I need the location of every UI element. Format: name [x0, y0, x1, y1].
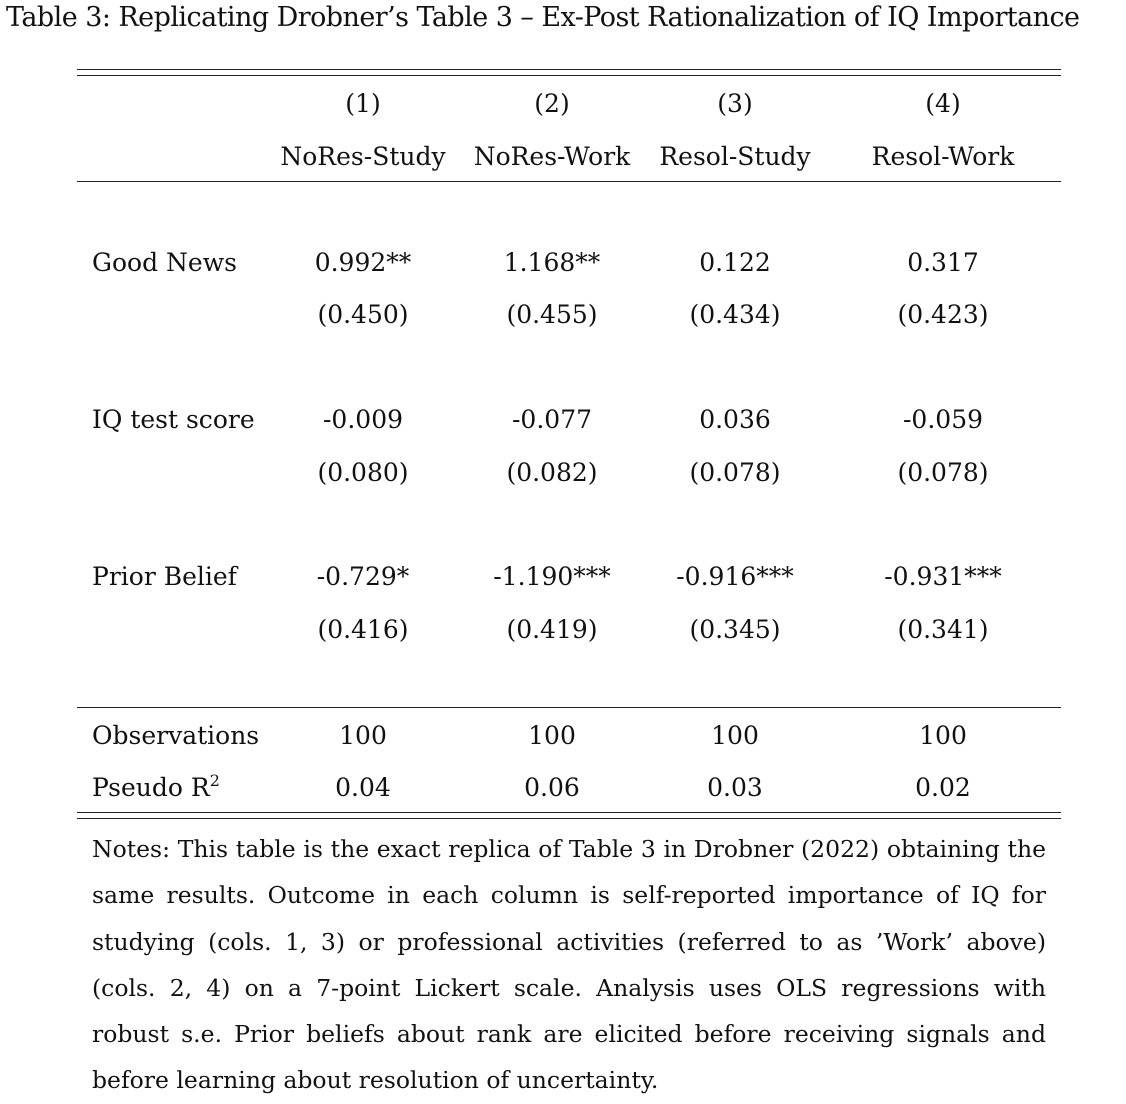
column-header: NoRes-Study — [280, 142, 446, 171]
coefficient-cell: 0.317 — [907, 248, 979, 277]
std-error-cell: (0.455) — [506, 300, 598, 329]
std-error-cell: (0.080) — [317, 458, 409, 487]
table-caption: Table 3: Replicating Drobner’s Table 3 – Ex-Post Rationalization of IQ Importance — [6, 2, 1080, 33]
coefficient-cell: -0.077 — [511, 405, 593, 434]
column-number: (4) — [925, 89, 961, 118]
pseudo-r2-cell: 0.02 — [915, 773, 971, 802]
top-rule — [77, 69, 1061, 70]
coefficient-cell: 1.168** — [503, 248, 601, 277]
pseudo-r2-cell: 0.04 — [335, 773, 391, 802]
coefficient-cell: -0.009 — [322, 405, 404, 434]
std-error-cell: (0.078) — [897, 458, 989, 487]
bottom-rule — [77, 818, 1061, 819]
row-label-prior-belief: Prior Belief — [92, 562, 237, 591]
row-label-good-news: Good News — [92, 248, 237, 277]
top-rule — [77, 75, 1061, 76]
observations-cell: 100 — [919, 721, 967, 750]
std-error-cell: (0.450) — [317, 300, 409, 329]
coefficient-cell: 0.036 — [699, 405, 771, 434]
std-error-cell: (0.082) — [506, 458, 598, 487]
column-header: Resol-Work — [871, 142, 1015, 171]
column-header: NoRes-Work — [473, 142, 631, 171]
coefficient-cell: 0.992** — [314, 248, 412, 277]
pseudo-r2-cell: 0.03 — [707, 773, 763, 802]
coefficient-cell: 0.122 — [699, 248, 771, 277]
std-error-cell: (0.416) — [317, 615, 409, 644]
bottom-rule — [77, 812, 1061, 813]
std-error-cell: (0.341) — [897, 615, 989, 644]
std-error-cell: (0.423) — [897, 300, 989, 329]
std-error-cell: (0.434) — [689, 300, 781, 329]
r2-superscript: 2 — [209, 771, 220, 790]
stats-rule — [77, 707, 1061, 708]
observations-cell: 100 — [339, 721, 387, 750]
row-label-observations: Observations — [92, 721, 260, 750]
header-rule — [77, 181, 1061, 182]
column-number: (2) — [534, 89, 570, 118]
table-notes: Notes: This table is the exact replica of Table 3 in Drobner (2022) obtaining the same results. Outcome in each column is self-reported importance of IQ for studying (cols. 1, 3) or professional activities (referred to as ’Work’ above) (cols. 2, 4) on a 7-point Lickert scale. Analysis uses OLS regressions with robust s.e. Prior beliefs about rank are elicited before receiving signals and before learning about resolution of uncertainty. — [92, 835, 1046, 1095]
column-header: Resol-Study — [659, 142, 811, 171]
std-error-cell: (0.419) — [506, 615, 598, 644]
row-label-iq-test-score: IQ test score — [92, 405, 255, 434]
coefficient-cell: -0.729* — [316, 562, 410, 591]
column-number: (1) — [345, 89, 381, 118]
coefficient-cell: -1.190*** — [493, 562, 611, 591]
observations-cell: 100 — [528, 721, 576, 750]
coefficient-cell: -0.916*** — [676, 562, 794, 591]
std-error-cell: (0.345) — [689, 615, 781, 644]
row-label-pseudo-r2 — [92, 773, 220, 803]
observations-cell: 100 — [711, 721, 759, 750]
coefficient-cell: -0.931*** — [884, 562, 1002, 591]
coefficient-cell: -0.059 — [902, 405, 984, 434]
std-error-cell: (0.078) — [689, 458, 781, 487]
pseudo-r2-cell: 0.06 — [524, 773, 580, 802]
pseudo-r-label: Pseudo R — [92, 773, 210, 802]
column-number: (3) — [717, 89, 753, 118]
